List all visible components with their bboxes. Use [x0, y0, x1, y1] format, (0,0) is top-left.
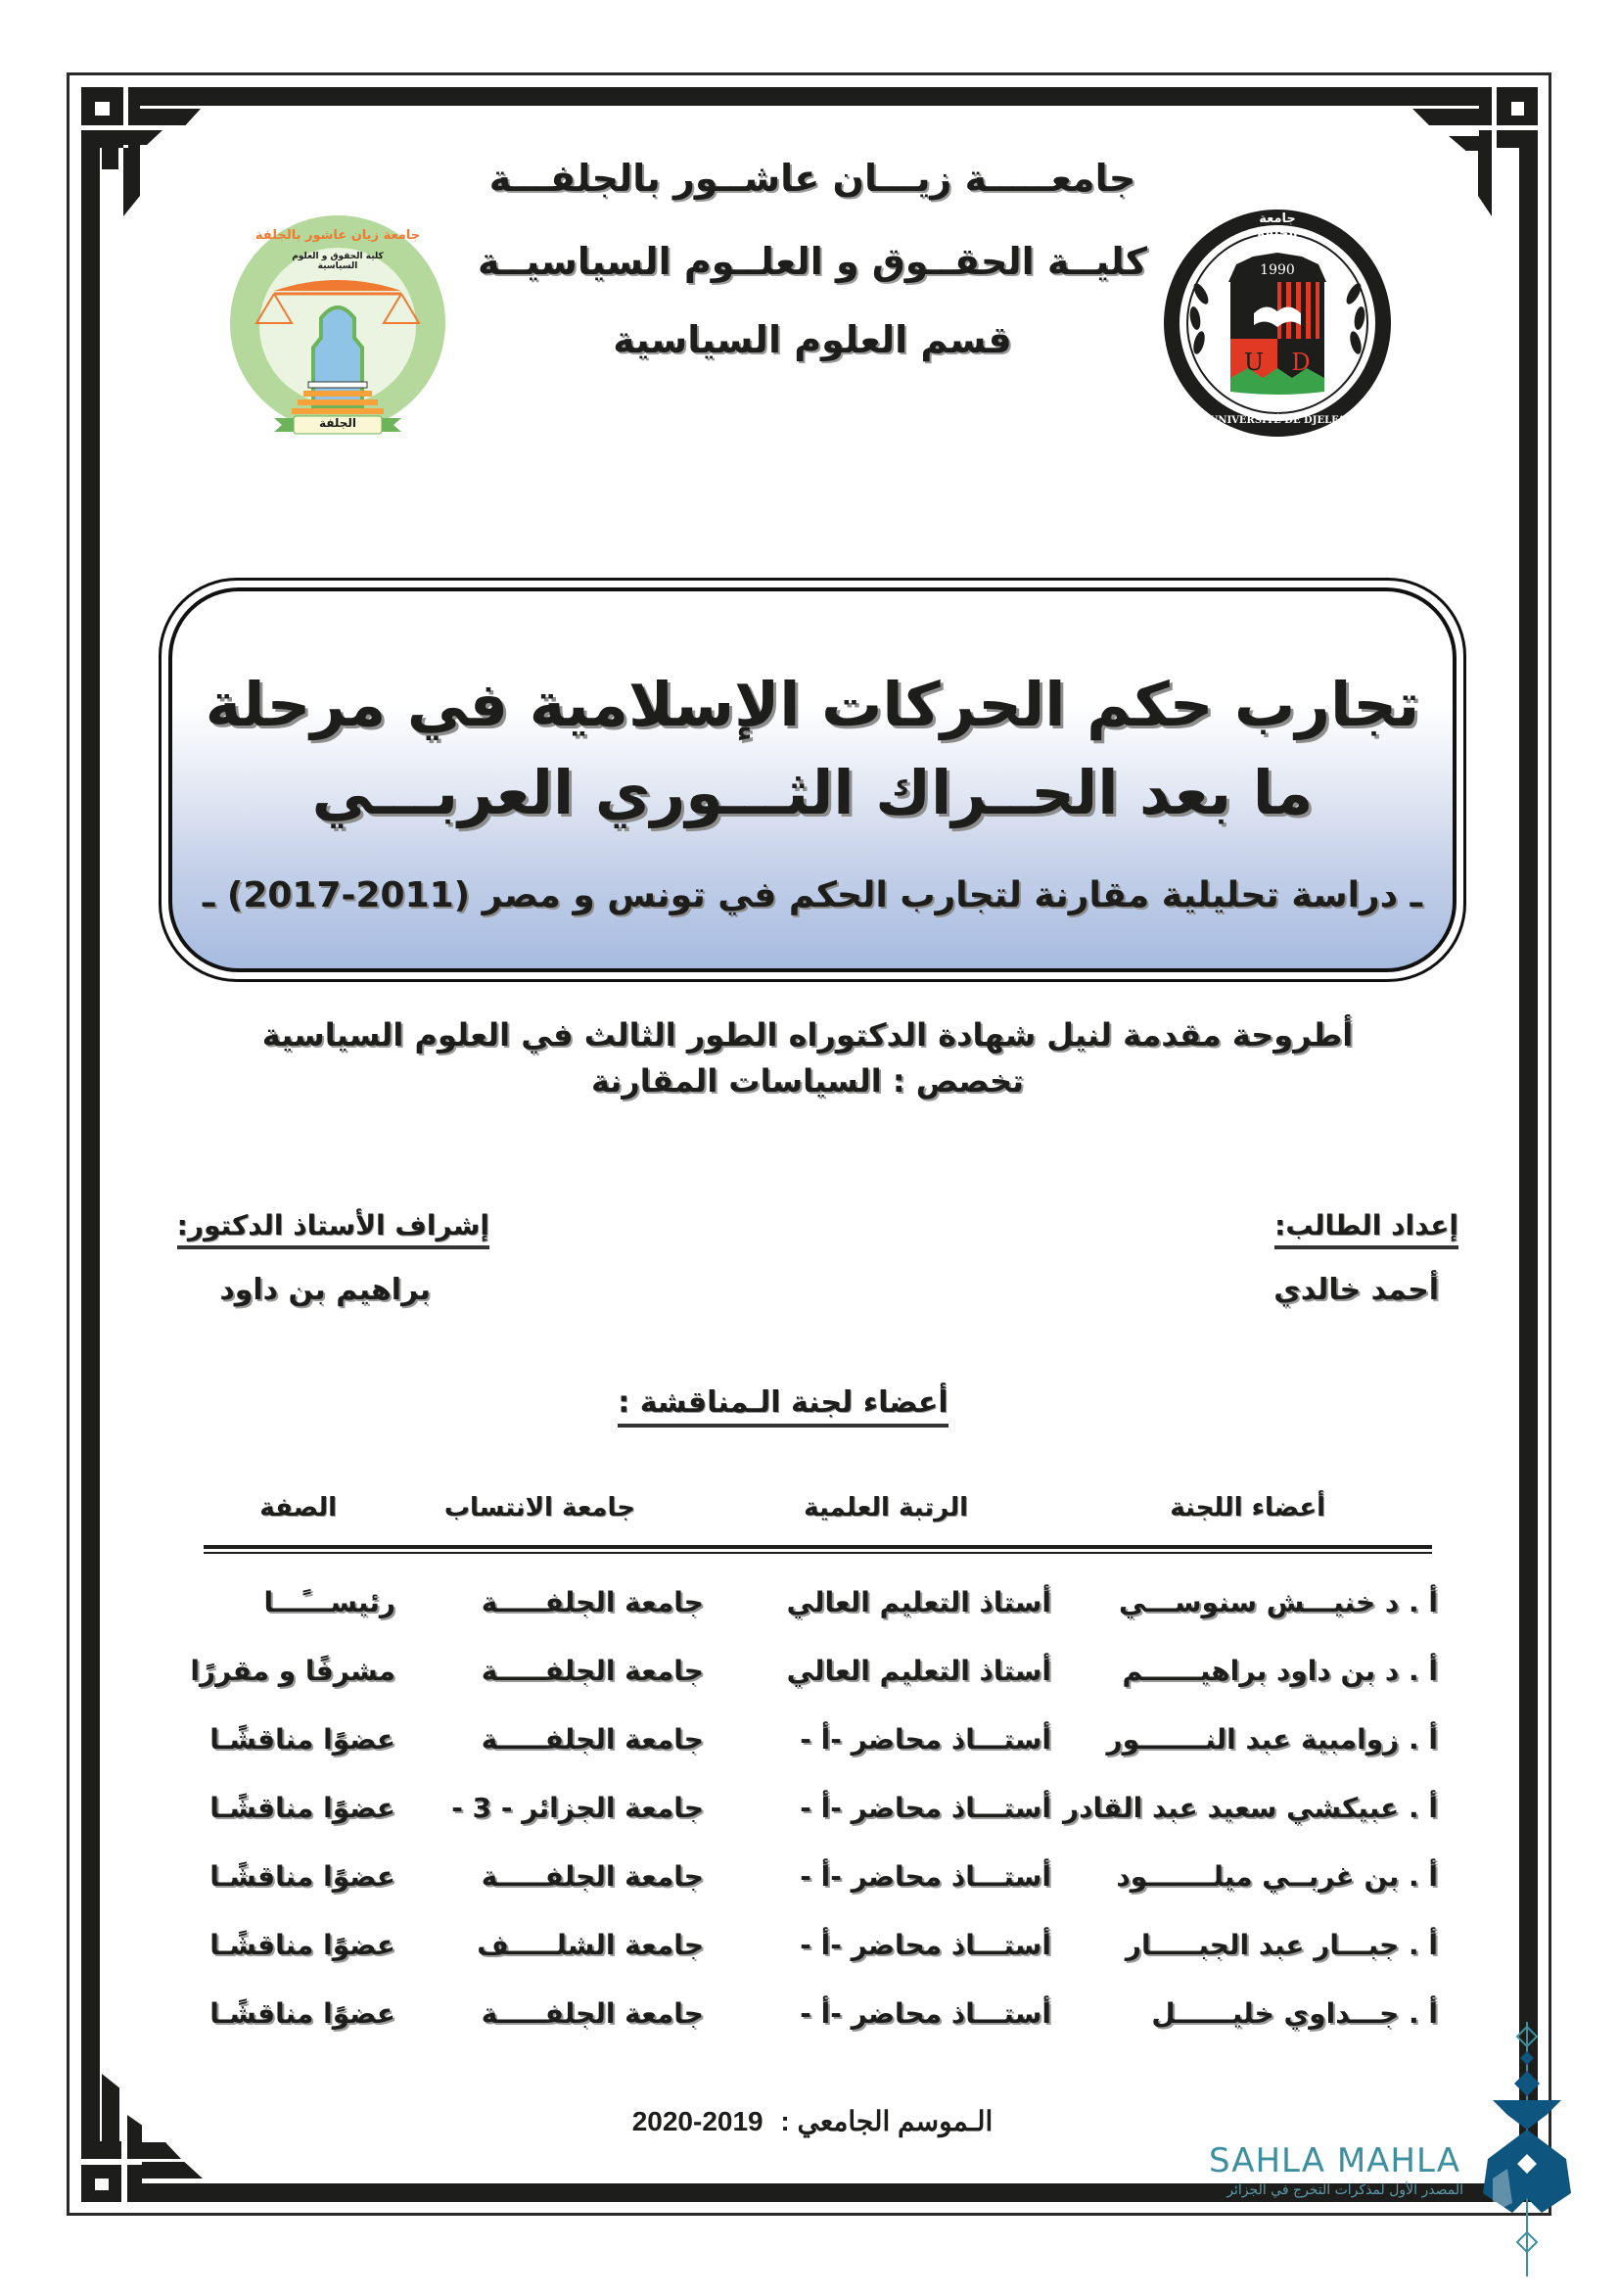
thesis-title-line2: ما بعد الحــراك الثـــوري العربـــي — [311, 757, 1314, 828]
university-logo — [1160, 206, 1395, 441]
column-header-university: جامعة الانتساب — [443, 1493, 635, 1523]
thesis-subtitle: ـ دراسة تحليلية مقارنة لتجارب الحكم في تونس و مصر (2011-2017) ـ — [203, 875, 1422, 915]
supervisor-name: براهيم بن داود — [219, 1273, 431, 1307]
academic-year-label: الـموسم الجامعي : — [780, 2106, 994, 2136]
thesis-specialty: تخصص : السياسات المقارنة — [590, 1062, 1025, 1100]
academic-year — [548, 2105, 1077, 2137]
logo-arabic-name: جامعة الجلفة — [1257, 211, 1298, 241]
department-name: قسم العلوم السياسية — [613, 318, 1012, 361]
faculty-name: كليــة الحقــوق و العلــوم السياسيــة — [477, 240, 1148, 283]
svg-text:1990: 1990 — [1260, 262, 1295, 278]
supervisor-label: إشراف الأستاذ الدكتور: — [176, 1209, 489, 1242]
watermark-tagline: المصدر الأول لمذكرات التخرج في الجزائر — [1226, 2182, 1463, 2198]
committee-heading: أعضاء لجنة الـمناقشة : — [587, 1385, 979, 1420]
watermark — [1204, 2139, 1596, 2296]
column-header-member: أعضاء اللجنة — [1170, 1493, 1325, 1523]
header-rule-2 — [204, 1552, 1432, 1554]
logo-ribbon-text: الجلفة — [318, 416, 357, 430]
academic-year-value: 2020-2019 — [631, 2106, 763, 2136]
thesis-title-box — [159, 578, 1466, 982]
student-name: أحمد خالدي — [1273, 1273, 1439, 1307]
university-name: جامعـــــة زيـــان عاشــور بالجلفـــة — [488, 157, 1136, 200]
svg-text:U: U — [1243, 349, 1265, 376]
kufic-emblem-icon — [1473, 2022, 1581, 2276]
thesis-degree: أطروحة مقدمة لنيل شهادة الدكتوراه الطور الثالث في العلوم السياسية — [261, 1016, 1354, 1054]
column-header-role: الصفة — [259, 1493, 337, 1523]
logo-french-name: UNIVERSITÉ DE DJELFA — [1209, 415, 1346, 426]
logo-arc-text: جامعة زيان عاشور بالجلفة — [254, 228, 421, 243]
faculty-logo — [215, 211, 460, 445]
header-rule — [204, 1545, 1432, 1549]
thesis-title-line1: تجارب حكم الحركات الإسلامية في مرحلة — [205, 669, 1420, 740]
logo-inner-text: كلية الحقوق و العلوم السياسية — [292, 252, 384, 271]
column-header-rank: الرتبة العلمية — [804, 1493, 968, 1523]
svg-text:D: D — [1291, 349, 1311, 376]
student-label: إعداد الطالب: — [1263, 1209, 1458, 1242]
watermark-brand: SAHLA MAHLA — [1209, 2141, 1460, 2180]
